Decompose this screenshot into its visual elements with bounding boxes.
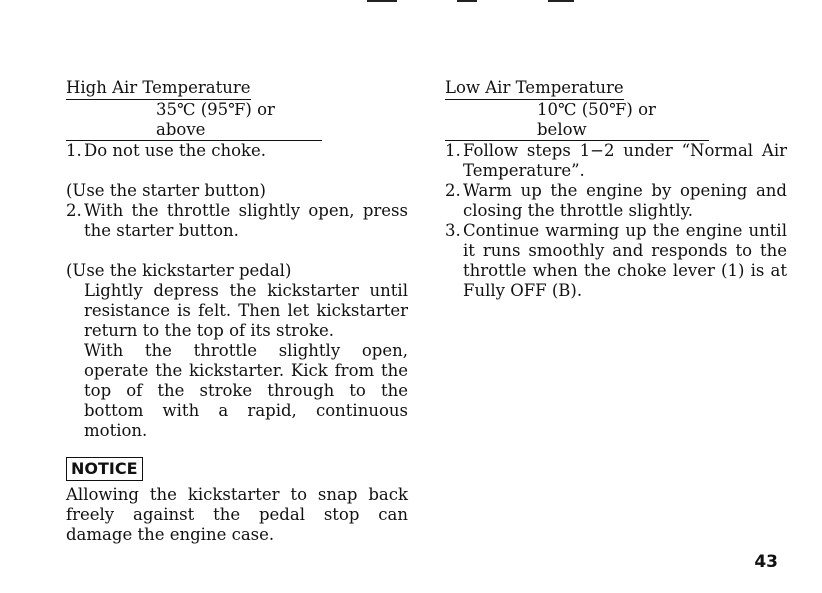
top-edge-fragment bbox=[457, 0, 477, 2]
step-item bbox=[445, 181, 787, 221]
step-text: Warm up the engine by opening and closing the throttle slightly. bbox=[463, 181, 787, 220]
step-item bbox=[445, 141, 787, 181]
step-text: Continue warming up the engine until it runs smoothly and responds to the throttle when the choke lever (1) is at Fully OFF (B). bbox=[463, 221, 787, 300]
temperature-condition: 10℃ (50℉) or below bbox=[445, 100, 709, 141]
subheading: (Use the starter button) bbox=[66, 181, 266, 200]
step-text: Do not use the choke. bbox=[84, 141, 267, 160]
step-number: 1. bbox=[66, 141, 82, 160]
step-item bbox=[445, 221, 787, 301]
step-number: 2. bbox=[66, 201, 82, 220]
section-title bbox=[66, 78, 408, 100]
step-item bbox=[66, 141, 408, 161]
page-number: 43 bbox=[754, 552, 778, 572]
step-number: 1. bbox=[445, 141, 461, 160]
high-air-temperature-section bbox=[66, 78, 408, 545]
step-number: 2. bbox=[445, 181, 461, 200]
low-air-temperature-section bbox=[445, 78, 787, 301]
step-text: With the throttle slightly open, press the starter button. bbox=[84, 201, 408, 240]
subheading: (Use the kickstarter pedal) bbox=[66, 261, 292, 280]
step-number: 3. bbox=[445, 221, 461, 240]
step-item bbox=[66, 201, 408, 241]
section-title-text: Low Air Temperature bbox=[445, 78, 624, 100]
notice-label: NOTICE bbox=[66, 457, 143, 481]
step-text: Follow steps 1−2 under “Normal Air Temperature”. bbox=[463, 141, 787, 180]
top-edge-fragment bbox=[548, 0, 574, 2]
paragraph: Lightly depress the kickstarter until resistance is felt. Then let kickstarter return to the top of its stroke. bbox=[84, 281, 408, 340]
top-edge-fragment bbox=[367, 0, 397, 2]
section-title bbox=[445, 78, 787, 100]
section-title-text: High Air Temperature bbox=[66, 78, 251, 100]
paragraph: With the throttle slightly open, operate the kickstarter. Kick from the top of the stroke through to the bottom with a rapid, continuous motion. bbox=[84, 341, 408, 440]
notice-text: Allowing the kickstarter to snap back freely against the pedal stop can damage the engine case. bbox=[66, 485, 408, 544]
temperature-condition: 35℃ (95℉) or above bbox=[66, 100, 322, 141]
